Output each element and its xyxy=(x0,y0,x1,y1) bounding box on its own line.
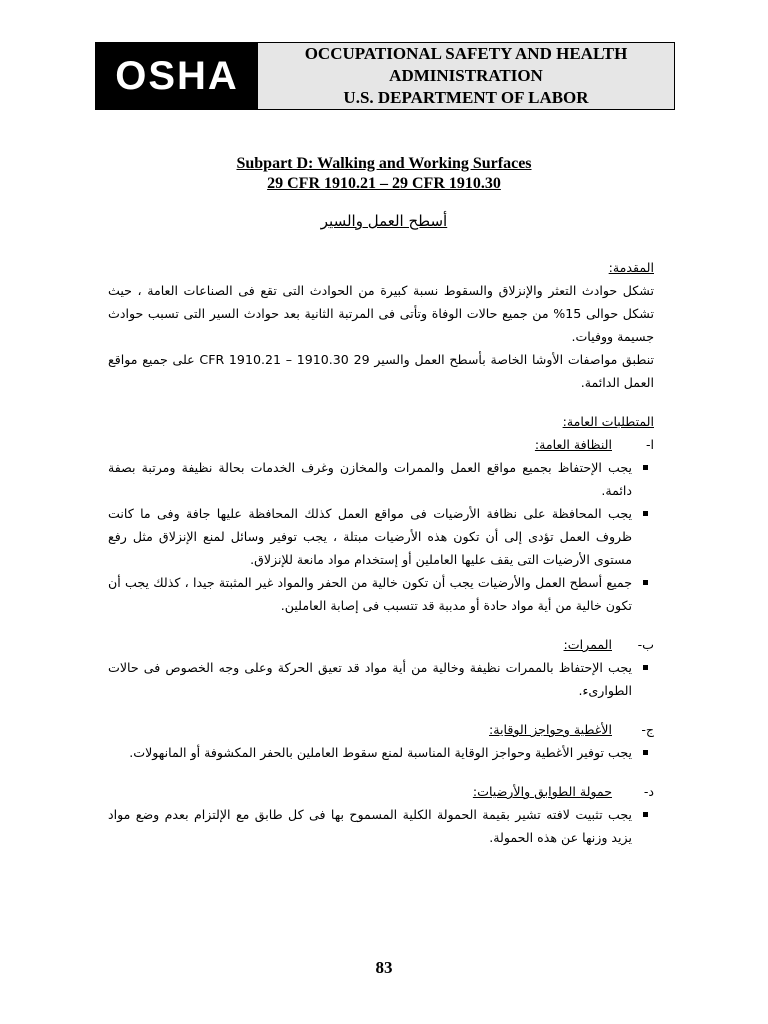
osha-logo: OSHA xyxy=(96,43,258,109)
list-item: يجب تثبيت لافته تشير بقيمة الحمولة الكلية المسموح بها فى كل طابق مع الإلتزام بعدم وضع مواد يزيد وزنها عن هذه الحمولة. xyxy=(108,803,632,849)
list-item: جميع أسطح العمل والأرضيات يجب أن تكون خالية من الحفر والمواد غير المثبتة جيدا ، كذلك يجب أن تكون خالية من أية مواد حادة أو مدببة قد تتسبب فى إصابة العاملين. xyxy=(108,571,632,617)
agency-name xyxy=(258,43,674,109)
section-c-letter: ج- xyxy=(641,722,654,737)
document-body xyxy=(108,256,654,849)
list-item: يجب توفير الأغطية وحواجز الوقاية المناسبة لمنع سقوط العاملين بالحفر المكشوفة أو المانهولات. xyxy=(108,741,632,764)
section-b-letter: ب- xyxy=(637,637,654,652)
page-number: 83 xyxy=(375,958,393,977)
agency-line-1: OCCUPATIONAL SAFETY AND HEALTH xyxy=(304,44,628,63)
arabic-title: أسطح العمل والسير xyxy=(320,212,448,230)
osha-header xyxy=(95,42,675,110)
list-item: يجب المحافظة على نظافة الأرضيات فى مواقع العمل كذلك المحافظة عليها جافة وفى ما كانت ظروف العمل تؤدى إلى أن تكون هذه الأرضيات مبتلة ، يجب توفير وسائل لمنع الإنزلاق مثل رفع مستوى الأرضيات التى يقف عليها العاملين أو إستخدام مواد مانعة للإنزلاق. xyxy=(108,502,632,571)
section-d-letter: د- xyxy=(643,784,654,799)
section-c-title: الأغطية وحواجز الوقاية: xyxy=(489,722,612,737)
section-d-title: حمولة الطوابق والأرضيات: xyxy=(472,784,612,799)
agency-line-2: ADMINISTRATION xyxy=(389,66,543,85)
subpart-line-1: Subpart D: Walking and Working Surfaces xyxy=(236,155,532,172)
agency-line-3: U.S. DEPARTMENT OF LABOR xyxy=(343,88,589,107)
list-item: يجب الإحتفاظ بجميع مواقع العمل والممرات والمخازن وغرف الخدمات بحالة نظيفة ومرتبة بصفة دائمة. xyxy=(108,456,632,502)
general-heading: المتطلبات العامة: xyxy=(562,414,654,429)
section-d-heading xyxy=(108,780,654,803)
section-b-heading xyxy=(108,633,654,656)
section-a-letter: ا- xyxy=(645,437,654,452)
intro-paragraph-2: تنطبق مواصفات الأوشا الخاصة بأسطح العمل والسير 29 CFR 1910.21 – 1910.30 على جميع مواقع العمل الدائمة. xyxy=(108,352,654,390)
section-a-list xyxy=(108,456,654,617)
section-d-list xyxy=(108,803,654,849)
list-item: يجب الإحتفاظ بالممرات نظيفة وخالية من أية مواد قد تعيق الحركة وعلى وجه الخصوص فى حالات الطوارىء. xyxy=(108,656,632,702)
section-a-title: النظافة العامة: xyxy=(534,437,612,452)
subpart-title xyxy=(0,154,768,194)
section-c-list xyxy=(108,741,654,764)
section-a-heading xyxy=(108,433,654,456)
section-b-title: الممرات: xyxy=(563,637,612,652)
intro-heading: المقدمة: xyxy=(608,260,654,275)
section-b-list xyxy=(108,656,654,702)
subpart-line-2: 29 CFR 1910.21 – 29 CFR 1910.30 xyxy=(267,175,501,192)
intro-paragraph-1: تشكل حوادث التعثر والإنزلاق والسقوط نسبة كبيرة من الحوادث التى تقع فى الصناعات العامة ، حيث تشكل حوالى 15% من جميع حالات الوفاة وتأتى فى المرتبة الثانية بعد حوادث السير التى تسبب حوادث جسيمة ووفيات. xyxy=(108,283,654,344)
section-c-heading xyxy=(108,718,654,741)
